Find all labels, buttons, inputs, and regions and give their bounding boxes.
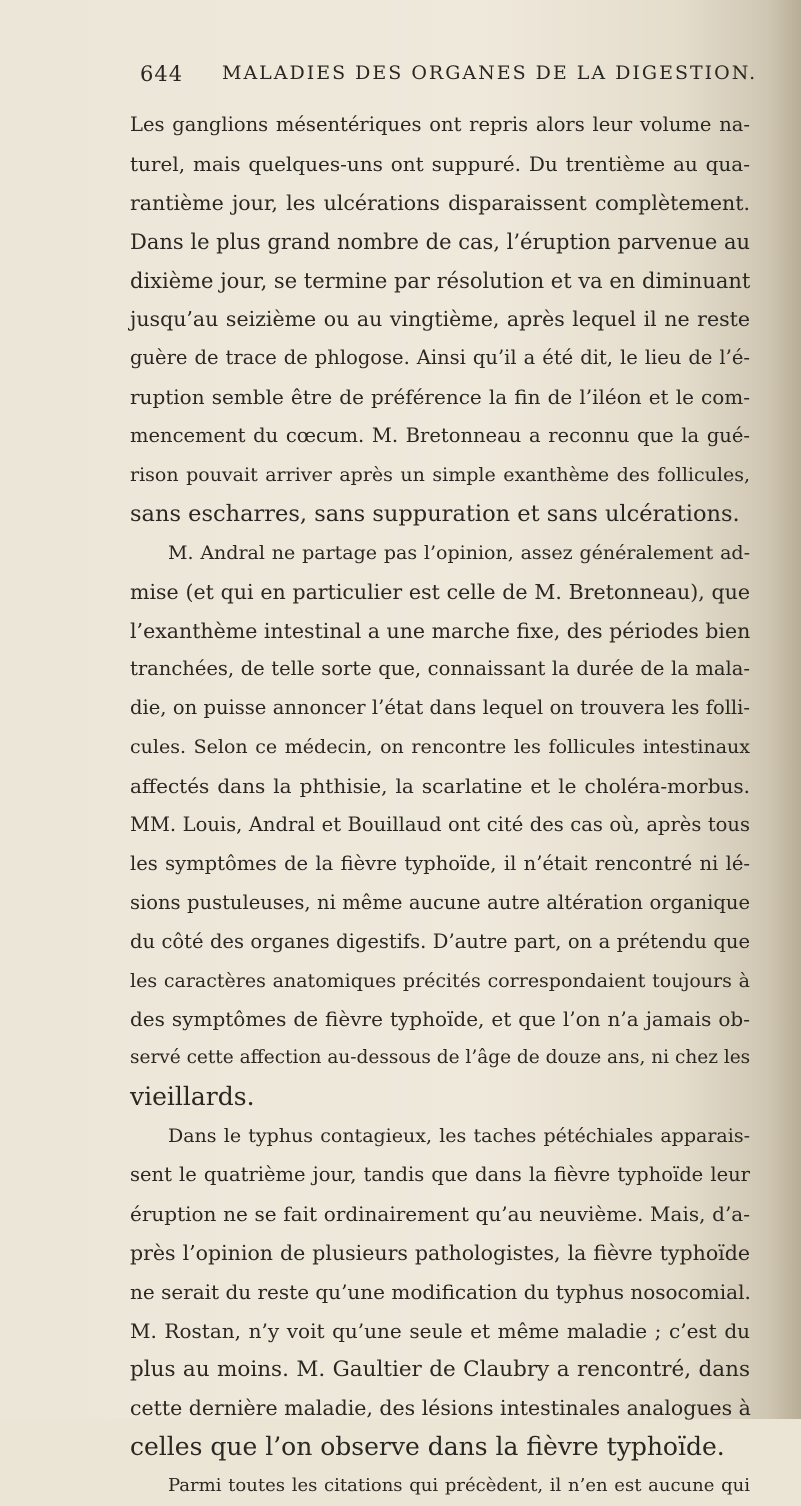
text-line: celles que l’on observe dans la fièvre typhoïde. xyxy=(130,1432,725,1462)
text-line: éruption ne se fait ordinairement qu’au neuvième. Mais, d’a- xyxy=(130,1201,750,1226)
text-line: les symptômes de la fièvre typhoïde, il n’était rencontré ni lé- xyxy=(130,851,750,875)
text-line: MM. Louis, Andral et Bouillaud ont cité des cas où, après tous xyxy=(130,813,750,837)
text-line: près l’opinion de plusieurs pathologistes, la fièvre typhoïde xyxy=(130,1240,750,1265)
text-line: Parmi toutes les citations qui précèdent, il n’en est aucune qui xyxy=(168,1475,750,1497)
page-header xyxy=(140,62,758,92)
text-line: mencement du cœcum. M. Bretonneau a reconnu que la gué- xyxy=(130,424,750,448)
text-line: guère de trace de phlogose. Ainsi qu’il a été dit, le lieu de l’é- xyxy=(130,346,750,370)
text-line: cules. Selon ce médecin, on rencontre les follicules intestinaux xyxy=(130,736,750,759)
text-line: turel, mais quelques-uns ont suppuré. Du trentième au qua- xyxy=(130,151,750,176)
text-line: Dans le plus grand nombre de cas, l’éruption parvenue au xyxy=(130,229,750,254)
text-line: ne serait du reste qu’une modification du typhus nosocomial. xyxy=(130,1279,751,1304)
text-line: sent le quatrième jour, tandis que dans la fièvre typhoïde leur xyxy=(130,1163,750,1187)
text-line: jusqu’au seizième ou au vingtième, après lequel il ne reste xyxy=(130,307,750,332)
text-line: rison pouvait arriver après un simple exanthème des follicules, xyxy=(130,464,750,487)
text-line: les caractères anatomiques précités correspondaient toujours à xyxy=(130,969,750,992)
text-line: cette dernière maladie, des lésions intestinales analogues à xyxy=(130,1396,751,1421)
text-line: Dans le typhus contagieux, les taches pétéchiales apparais- xyxy=(168,1125,750,1148)
page-number: 644 xyxy=(140,62,184,86)
text-line: dixième jour, se termine par résolution et va en diminuant xyxy=(130,268,751,293)
text-line: vieillards. xyxy=(130,1082,255,1112)
text-line: M. Rostan, n’y voit qu’une seule et même maladie ; c’est du xyxy=(130,1318,750,1343)
text-line: des symptômes de fièvre typhoïde, et que l’on n’a jamais ob- xyxy=(130,1007,750,1032)
text-line: tranchées, de telle sorte que, connaissant la durée de la mala- xyxy=(130,657,750,681)
running-title: MALADIES DES ORGANES DE LA DIGESTION. xyxy=(222,62,758,84)
text-line: mise (et qui en particulier est celle de M. Bretonneau), que xyxy=(130,579,750,604)
text-line: sans escharres, sans suppuration et sans ulcérations. xyxy=(130,500,740,527)
text-line: affectés dans la phthisie, la scarlatine et le choléra-morbus. xyxy=(130,774,750,799)
text-line: Les ganglions mésentériques ont repris alors leur volume na- xyxy=(130,113,750,136)
text-line: die, on puisse annoncer l’état dans lequel on trouvera les folli- xyxy=(130,696,750,720)
text-line: M. Andral ne partage pas l’opinion, assez généralement ad- xyxy=(168,541,750,564)
text-line: sions pustuleuses, ni même aucune autre altération organique xyxy=(130,890,750,914)
text-line: l’exanthème intestinal a une marche fixe, des périodes bien xyxy=(130,618,751,643)
text-line: servé cette affection au-dessous de l’âge de douze ans, ni chez les xyxy=(130,1047,751,1069)
text-line: du côté des organes digestifs. D’autre part, on a prétendu que xyxy=(130,929,750,953)
text-line: ruption semble être de préférence la fin de l’iléon et le com- xyxy=(130,385,750,410)
text-line: plus au moins. M. Gaultier de Claubry a rencontré, dans xyxy=(130,1356,750,1382)
body-text xyxy=(130,106,750,1506)
text-line: rantième jour, les ulcérations disparaissent complètement. xyxy=(130,190,750,215)
